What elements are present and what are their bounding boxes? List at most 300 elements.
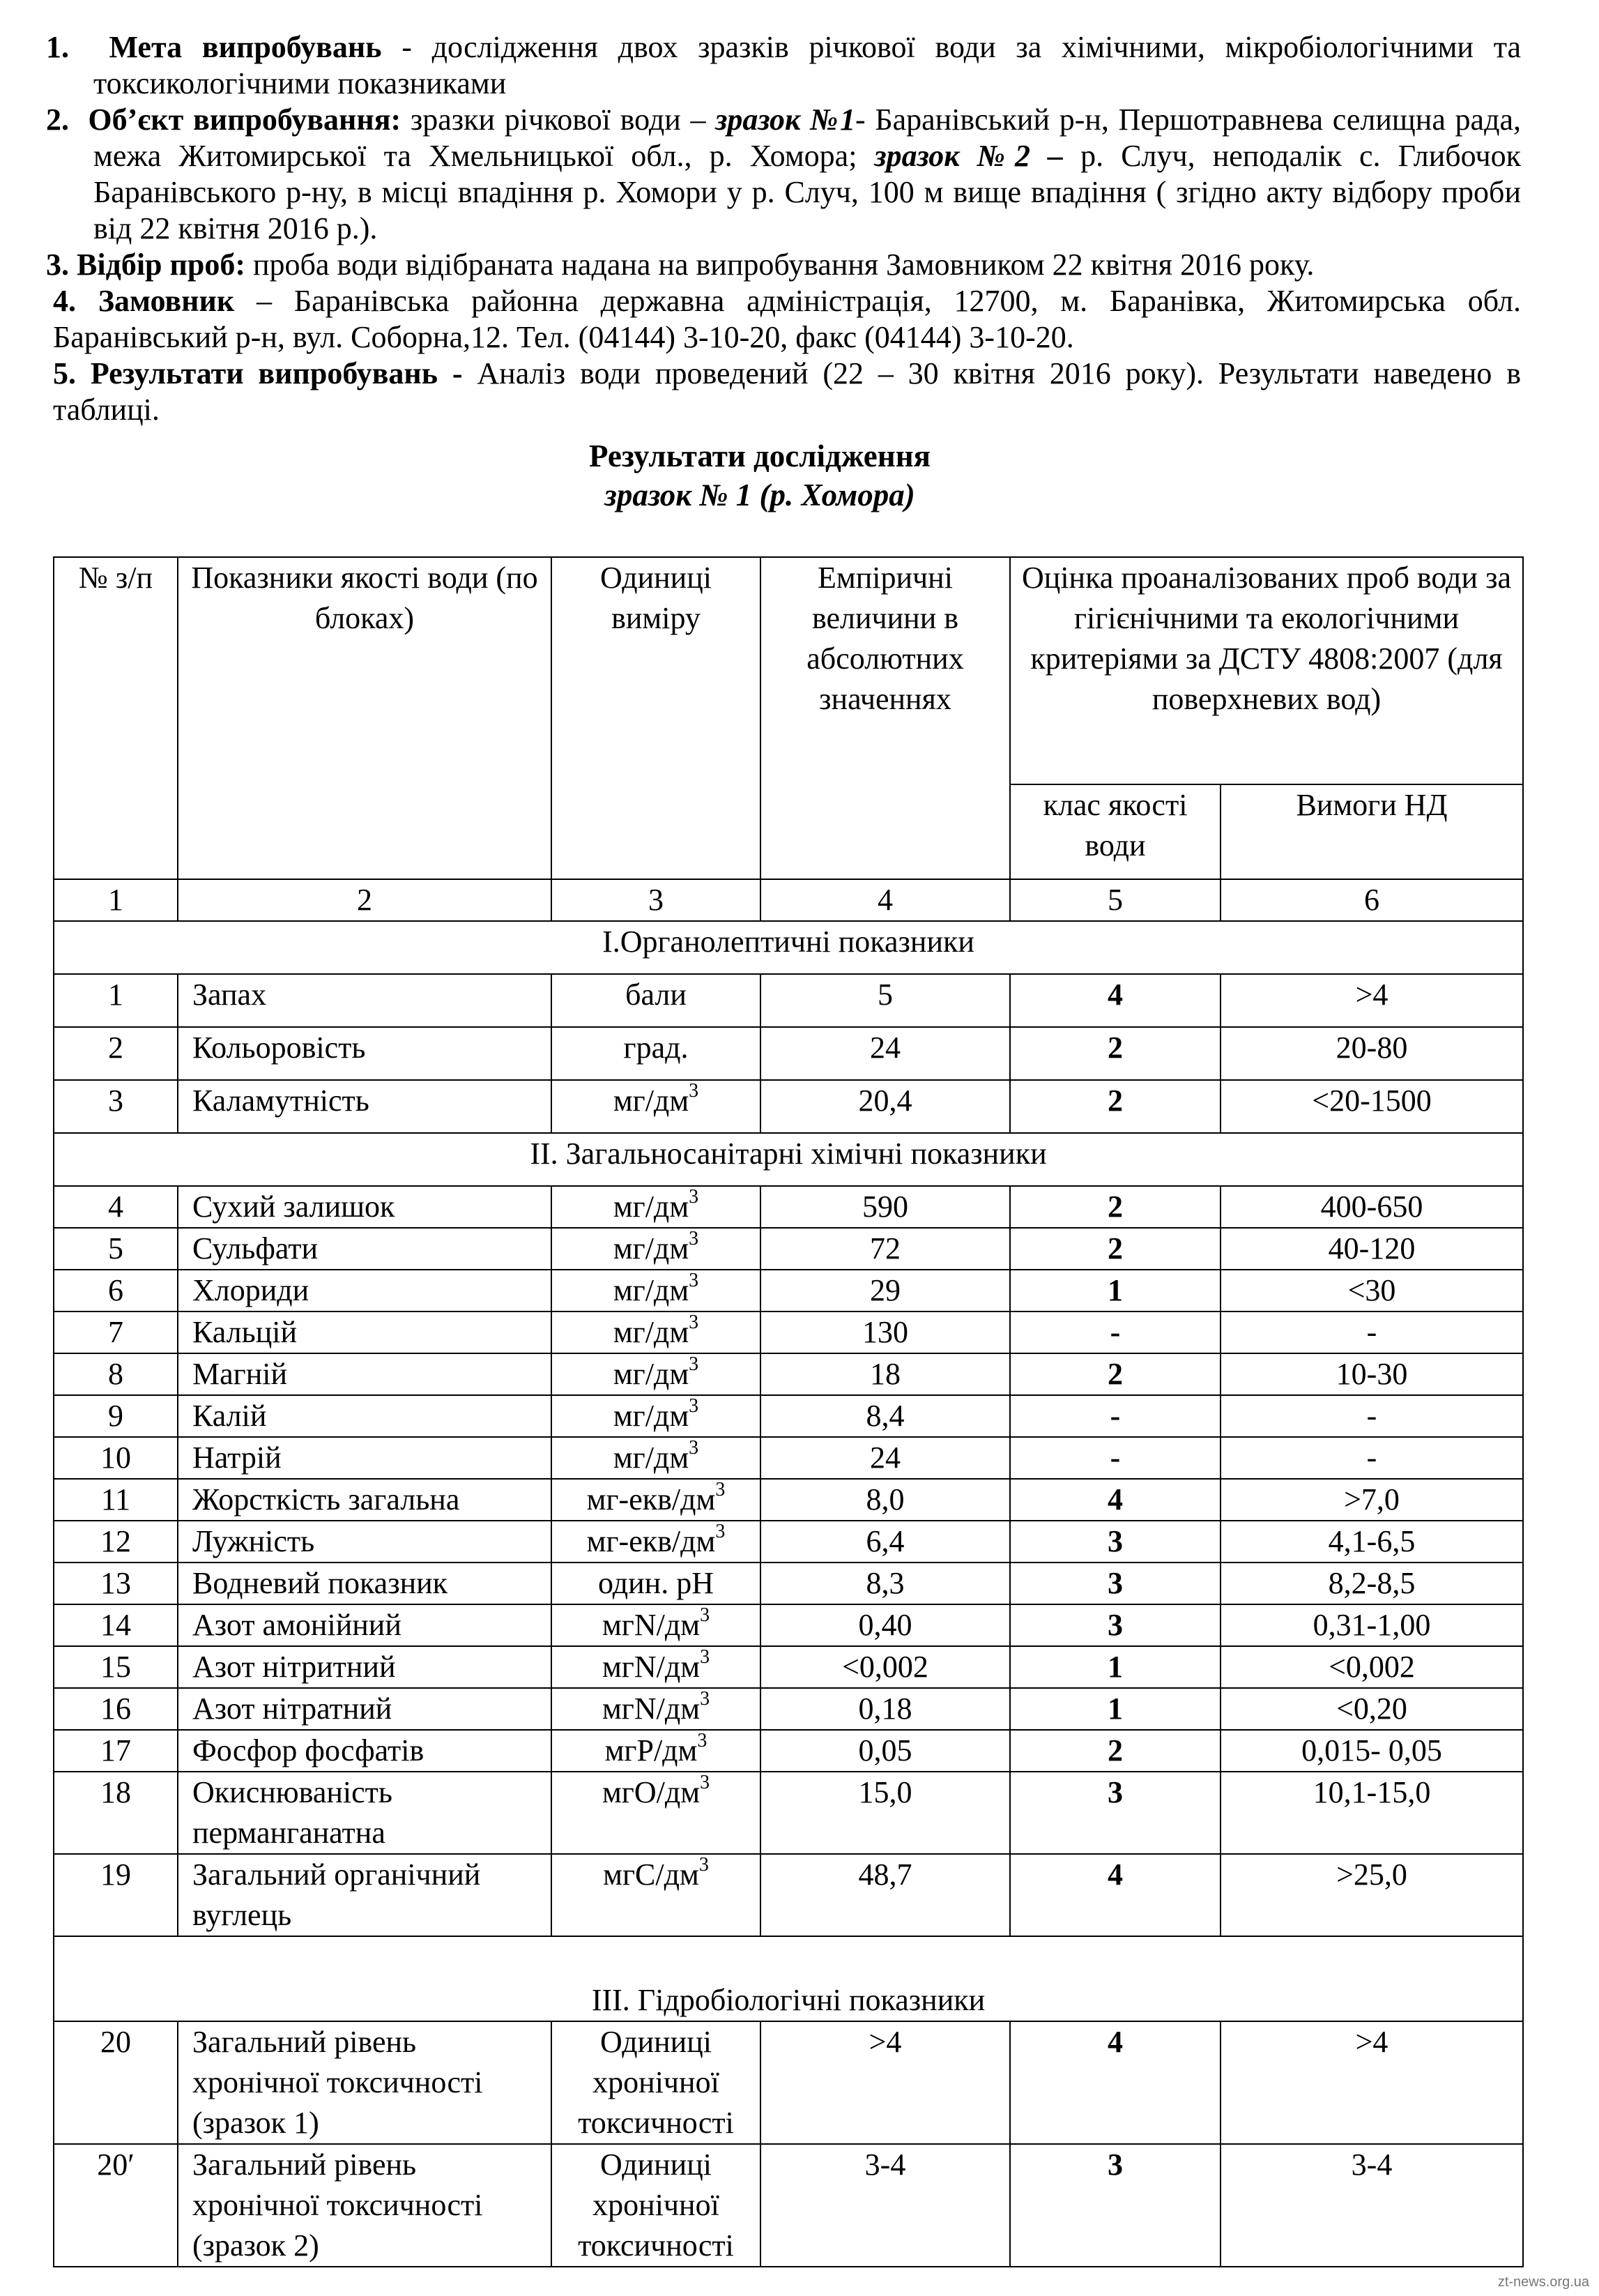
row-number-text: 6 [108,1273,123,1307]
empirical-value [760,1521,1010,1563]
table-row [54,1688,1523,1730]
column-number: 5 [1010,879,1221,921]
item-label: Об’єкт випробування: [88,102,401,137]
requirement [1221,1312,1523,1353]
item-label: Результати випробувань - [90,356,463,390]
table-row [54,1186,1523,1228]
quality-class [1010,1772,1221,1854]
item-text: проба води відібраната надана на випробування Замовником 22 квітня 2016 року. [245,248,1315,282]
indicator-name [178,1479,551,1521]
requirement-text: 10-30 [1336,1357,1408,1391]
quality-class-text: 2 [1108,1733,1123,1767]
empirical-value [760,1479,1010,1521]
empirical-value [760,2144,1010,2267]
row-number-text: 12 [100,1524,131,1558]
quality-class [1010,1730,1221,1772]
requirement-text: 0,015- 0,05 [1301,1733,1442,1767]
section-title: III. Гідробіологічні показники [54,1936,1523,2021]
requirement [1221,1395,1523,1437]
requirement [1221,1730,1523,1772]
unit [551,1228,760,1270]
row-number [54,1353,178,1395]
unit [551,1027,760,1080]
quality-class [1010,1186,1221,1228]
unit-exponent: 3 [715,1521,726,1543]
indicator-name-text: Хлориди [192,1273,309,1307]
quality-class-text: 2 [1108,1031,1123,1065]
intro-item-2 [46,102,1521,247]
quality-class-text: 1 [1108,1650,1123,1684]
quality-class-text: 2 [1108,1084,1123,1118]
section-row [54,921,1523,974]
indicator-name-text: Водневий показник [192,1566,448,1600]
section-3-rows [54,2021,1523,2267]
quality-class [1010,1080,1221,1133]
indicator-name-text: Натрій [192,1440,282,1475]
indicator-name [178,1854,551,1936]
indicator-name [178,974,551,1027]
table-row [54,1521,1523,1563]
row-number [54,1646,178,1688]
requirement [1221,2021,1523,2144]
unit-text: мг/дм [613,1357,689,1391]
indicator-name [178,2144,551,2267]
empirical-value-text: 3-4 [864,2147,906,2182]
item-text: - Баранівський р-н, Першотравнева селищна рада, межа Житомирської та Хмельницької обл., р. Хомора; [93,102,1521,173]
unit-text: мг-екв/дм [586,1524,716,1558]
header-col-3: Одиниці виміру [551,557,760,879]
indicator-name [178,1604,551,1646]
results-title: Результати дослідження [589,439,931,473]
row-number [54,1270,178,1312]
indicator-name [178,1563,551,1604]
unit [551,1353,760,1395]
quality-class-text: 2 [1108,1231,1123,1265]
quality-class [1010,1437,1221,1479]
indicator-name-text: Кальцій [192,1315,298,1349]
requirement [1221,1854,1523,1936]
unit [551,1854,760,1936]
unit [551,1479,760,1521]
unit-text: мг/дм [613,1231,689,1265]
intro-section [46,29,1521,428]
unit [551,1395,760,1437]
row-number [54,1228,178,1270]
requirement-text: 0,31-1,00 [1313,1608,1431,1642]
row-number [54,1563,178,1604]
empirical-value-text: 0,40 [858,1608,912,1642]
unit-text: град. [623,1031,689,1065]
item-text: р. Случ, неподалік с. Глибочок Баранівського р-ну, в місці впадіння р. Хомори у р. Случ, 100 м вище впадіння ( згідно акту відбору проби від 22 квітня 2016 р.). [93,139,1521,245]
indicator-name-text: Окиснюваність перманганатна [192,1775,392,1850]
quality-class-text: 3 [1108,2147,1123,2182]
empirical-value [760,1312,1010,1353]
table-row [54,2021,1523,2144]
unit-text: мг/дм [613,1315,689,1349]
table-row [54,1437,1523,1479]
empirical-value [760,1080,1010,1133]
unit-exponent: 3 [700,1772,710,1794]
row-number-text: 16 [100,1691,131,1726]
row-number-text: 7 [108,1315,123,1349]
indicator-name [178,1027,551,1080]
table-body [54,557,1523,974]
indicator-name [178,1270,551,1312]
requirement-text: <0,002 [1329,1650,1415,1684]
table-row [54,1854,1523,1936]
row-number-text: 15 [100,1650,131,1684]
empirical-value-text: 6,4 [866,1524,905,1558]
watermark: zt-news.org.ua [1497,2274,1589,2290]
item-number: 4. [53,284,76,318]
row-number-text: 19 [100,1857,131,1892]
quality-class-text: 2 [1108,1189,1123,1224]
unit-text: мг/дм [613,1440,689,1475]
empirical-value [760,1854,1010,1936]
empirical-value [760,1353,1010,1395]
empirical-value [760,1027,1010,1080]
row-number [54,1479,178,1521]
indicator-name [178,1353,551,1395]
empirical-value-text: 0,18 [858,1691,912,1726]
header-col-2: Показники якості води (по блоках) [178,557,551,879]
unit [551,2144,760,2267]
requirement [1221,1479,1523,1521]
indicator-name [178,1312,551,1353]
item-label: Мета випробувань [109,30,382,64]
requirement [1221,1228,1523,1270]
empirical-value-text: 8,4 [866,1399,905,1433]
empirical-value-text: 0,05 [858,1733,912,1767]
unit-text: мг-екв/дм [586,1482,716,1516]
item-label: Замовник [98,284,235,318]
empirical-value-text: 29 [870,1273,901,1307]
quality-class [1010,2144,1221,2267]
unit [551,1563,760,1604]
unit-exponent: 3 [689,1395,699,1417]
item-text: Аналіз води проведений (22 – 30 квітня 2016 року). Результати наведено в таблиці. [53,356,1521,427]
intro-item-4 [46,283,1521,356]
empirical-value-text: 15,0 [858,1775,912,1809]
requirement [1221,1027,1523,1080]
unit-exponent: 3 [698,1854,709,1876]
unit [551,1270,760,1312]
quality-class-text: 1 [1108,1273,1123,1307]
table-row [54,1563,1523,1604]
empirical-value [760,1395,1010,1437]
empirical-value [760,1730,1010,1772]
requirement-text: 4,1-6,5 [1328,1524,1416,1558]
empirical-value [760,1646,1010,1688]
item-text: зразки річкової води – [401,102,716,137]
unit-text: мг/дм [613,1399,689,1433]
unit-text: мг/дм [613,1084,689,1118]
quality-class-text: - [1110,1315,1121,1349]
header-row [54,557,1523,784]
requirement [1221,1521,1523,1563]
indicator-name-text: Азот нітратний [192,1691,392,1726]
row-number [54,1854,178,1936]
requirement-text: 400-650 [1320,1189,1423,1224]
section-title: I.Органолептичні показники [54,921,1523,974]
quality-class [1010,1312,1221,1353]
empirical-value-text: 18 [870,1357,901,1391]
item-number: 3. [46,248,69,282]
empirical-value-text: 48,7 [858,1857,912,1892]
indicator-name [178,1646,551,1688]
header-col-5: клас якості води [1010,784,1221,879]
unit [551,1730,760,1772]
table-row [54,1228,1523,1270]
column-number: 3 [551,879,760,921]
indicator-name-text: Азот нітритний [192,1650,396,1684]
row-number [54,1395,178,1437]
unit-exponent: 3 [689,1228,699,1250]
unit [551,1080,760,1133]
sample-1-label: зразок №1 [715,102,855,137]
empirical-value-text: 8,0 [866,1482,905,1516]
empirical-value-text: 130 [862,1315,908,1349]
quality-class-text: 3 [1108,1524,1123,1558]
unit [551,1604,760,1646]
header-group: Оцінка проаналізованих проб води за гігієнічними та екологічними критеріями за ДСТУ 4808:2007 (для поверхневих вод) [1010,557,1523,784]
unit-text: мгN/дм [602,1608,701,1642]
table-row [54,1080,1523,1133]
section-title: II. Загальносанітарні хімічні показники [54,1133,1523,1186]
unit-exponent: 3 [689,1270,699,1292]
empirical-value-text: 8,3 [866,1566,905,1600]
indicator-name-text: Запах [192,978,267,1012]
indicator-name-text: Загальний рівень хронічної токсичності (зразок 2) [192,2147,483,2263]
unit [551,1772,760,1854]
requirement-text: - [1366,1399,1377,1433]
quality-class [1010,2021,1221,2144]
unit-exponent: 3 [689,1186,699,1208]
quality-class [1010,1604,1221,1646]
empirical-value-text: <0,002 [842,1650,928,1684]
empirical-value-text: 72 [870,1231,901,1265]
empirical-value-text: 590 [862,1189,908,1224]
unit-exponent: 3 [689,1080,699,1102]
quality-class [1010,1521,1221,1563]
quality-class [1010,1027,1221,1080]
row-number-text: 2 [108,1031,123,1065]
requirement-text: 20-80 [1336,1031,1408,1065]
indicator-name [178,1772,551,1854]
unit-text: Одиниці хронічної токсичності [578,2025,734,2140]
table-row [54,1604,1523,1646]
unit-exponent: 3 [689,1437,699,1459]
quality-class-text: 4 [1108,978,1123,1012]
unit [551,1437,760,1479]
row-number [54,1772,178,1854]
indicator-name [178,1688,551,1730]
column-number: 6 [1221,879,1523,921]
empirical-value [760,1772,1010,1854]
quality-class [1010,1646,1221,1688]
quality-class-text: 2 [1108,1357,1123,1391]
requirement-text: 40-120 [1328,1231,1416,1265]
requirement-text: <20-1500 [1312,1084,1432,1118]
quality-class [1010,1563,1221,1604]
unit-text: мгО/дм [602,1775,701,1809]
indicator-name [178,2021,551,2144]
sample-2-label: зразок №2 – [874,139,1064,173]
unit [551,1688,760,1730]
row-number-text: 8 [108,1357,123,1391]
item-text: – Баранівська районна державна адміністрація, 12700, м. Баранівка, Житомирська обл. Баранівський р-н, вул. Соборна,12. Тел. (04144) 3-10-20, факс (04144) 3-10-20. [53,284,1522,354]
row-number [54,2144,178,2267]
requirement [1221,1604,1523,1646]
indicator-name-text: Фосфор фосфатів [192,1733,424,1767]
row-number-text: 4 [108,1189,123,1224]
empirical-value-text: 24 [870,1031,901,1065]
row-number-text: 1 [108,978,123,1012]
unit [551,1312,760,1353]
requirement-text: <30 [1347,1273,1396,1307]
results-table [53,556,1524,2267]
requirement-text: 3-4 [1351,2147,1393,2182]
table-row [54,1027,1523,1080]
quality-class [1010,1479,1221,1521]
requirement-text: >25,0 [1336,1857,1407,1892]
column-number: 2 [178,879,551,921]
indicator-name-text: Кольоровість [192,1031,366,1065]
indicator-name-text: Магній [192,1357,288,1391]
row-number-text: 11 [100,1482,131,1516]
quality-class [1010,1395,1221,1437]
empirical-value-text: 5 [878,978,893,1012]
indicator-name-text: Загальний рівень хронічної токсичності (зразок 1) [192,2025,483,2140]
requirement-text: >4 [1355,2025,1388,2059]
requirement-text: - [1366,1440,1377,1475]
quality-class [1010,1270,1221,1312]
unit-text: Одиниці хронічної токсичності [578,2147,734,2263]
row-number [54,1688,178,1730]
row-number-text: 5 [108,1231,123,1265]
empirical-value [760,1228,1010,1270]
unit-text: мгС/дм [603,1857,699,1892]
requirement-text: - [1366,1315,1377,1349]
quality-class [1010,1854,1221,1936]
header-col-1: № з/п [54,557,178,879]
indicator-name [178,1186,551,1228]
table-row [54,1479,1523,1521]
table-row [54,1730,1523,1772]
indicator-name-text: Жорсткість загальна [192,1482,460,1516]
section-row [54,1133,1523,1186]
requirement [1221,1186,1523,1228]
item-number: 1. [46,30,69,64]
empirical-value-text: 20,4 [858,1084,912,1118]
empirical-value [760,974,1010,1027]
row-number [54,1312,178,1353]
indicator-name-text: Калій [192,1399,267,1433]
requirement [1221,2144,1523,2267]
requirement [1221,1646,1523,1688]
unit-exponent: 3 [700,1646,710,1668]
empirical-value-text: >4 [869,2025,902,2059]
table-row [54,1395,1523,1437]
indicator-name [178,1080,551,1133]
unit-exponent: 3 [697,1730,707,1752]
section-row [54,1936,1523,2021]
unit-exponent: 3 [700,1604,710,1627]
unit-text: бали [625,978,687,1012]
intro-item-3 [46,247,1521,283]
requirement [1221,1270,1523,1312]
row-number [54,1521,178,1563]
requirement-text: 8,2-8,5 [1328,1566,1416,1600]
quality-class-text: 4 [1108,1857,1123,1892]
column-number-row [54,879,1523,921]
row-number-text: 13 [100,1566,131,1600]
requirement [1221,1437,1523,1479]
results-subtitle: зразок № 1 (р. Хомора) [604,478,915,512]
requirement [1221,1688,1523,1730]
intro-item-1 [46,29,1521,102]
section-2-rows [54,1186,1523,1936]
unit-text: один. pH [598,1566,714,1600]
indicator-name-text: Лужність [192,1524,315,1558]
requirement [1221,974,1523,1027]
empirical-value [760,1688,1010,1730]
empirical-value [760,1604,1010,1646]
table-row [54,1646,1523,1688]
table-row [54,2144,1523,2267]
quality-class-text: - [1110,1399,1121,1433]
unit [551,2021,760,2144]
unit-exponent: 3 [689,1312,699,1334]
requirement [1221,1353,1523,1395]
requirement-text: <0,20 [1336,1691,1407,1726]
unit [551,1646,760,1688]
quality-class-text: 3 [1108,1608,1123,1642]
empirical-value [760,1186,1010,1228]
empirical-value [760,1270,1010,1312]
indicator-name-text: Загальний органічний вуглець [192,1857,481,1932]
table-row [54,1312,1523,1353]
quality-class [1010,1353,1221,1395]
column-number: 4 [760,879,1010,921]
empirical-value [760,1563,1010,1604]
quality-class-text: - [1110,1440,1121,1475]
indicator-name-text: Азот амонійний [192,1608,401,1642]
indicator-name-text: Каламутність [192,1084,369,1118]
quality-class-text: 3 [1108,1566,1123,1600]
table-row [54,1772,1523,1854]
row-number-text: 10 [100,1440,131,1475]
item-number: 5. [53,356,76,390]
item-number: 2. [46,102,69,137]
row-number [54,1437,178,1479]
unit-text: мг/дм [613,1189,689,1224]
empirical-value [760,2021,1010,2144]
empirical-value [760,1437,1010,1479]
requirement-text: >4 [1355,978,1388,1012]
section-1-rows [54,974,1523,1133]
row-number [54,1604,178,1646]
row-number-text: 3 [108,1084,123,1118]
row-number-text: 14 [100,1608,131,1642]
indicator-name [178,1395,551,1437]
header-col-6: Вимоги НД [1221,784,1523,879]
header-col-4: Емпіричні величини в абсолютних значеннях [760,557,1010,879]
table-row [54,974,1523,1027]
quality-class-text: 3 [1108,1775,1123,1809]
quality-class-text: 4 [1108,1482,1123,1516]
row-number [54,2021,178,2144]
